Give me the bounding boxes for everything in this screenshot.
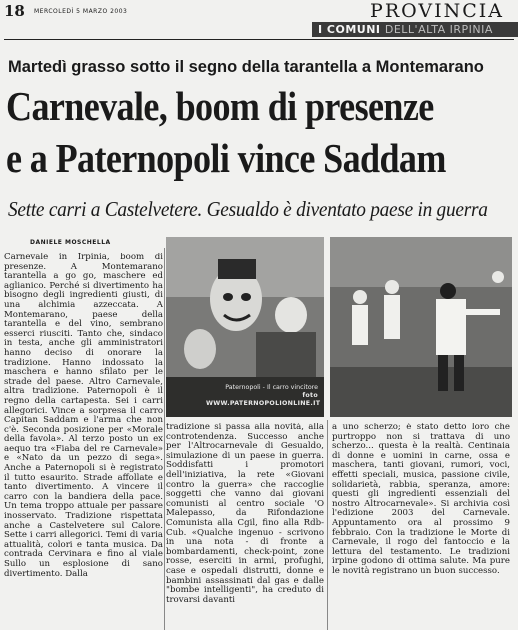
subhead: Sette carri a Castelvetere. Gesualdo è diventato paese in guerra [8, 197, 488, 221]
photo-credit: foto WWW.PATERNOPOLIONLINE.IT [206, 392, 321, 407]
column-rule [164, 248, 165, 630]
section-title: PROVINCIA [370, 0, 504, 22]
photo-masked-dancers [330, 237, 512, 417]
photo-caption-text: Paternopoli - Il carro vincitore [225, 384, 318, 391]
subsection-bar [312, 22, 518, 37]
headline-line-1: Carnevale, boom di presenze [6, 83, 434, 129]
subsection-label-region: DELL'ALTA IRPINIA [384, 23, 493, 36]
page-number: 18 [4, 2, 25, 20]
article-column-1: Carnevale in Irpinia, boom di presenze. A Montemarano tarantella a go go, maschere ed aglianico. Perché si divertimento ha bisogno degli ingredienti giusti, di una alchimia azzeccata. A Montemarano, paese della tarantella e del vino, sembrano esserci riusciti. Tanto che, sindaco in testa, anche gli amministratori hanno deciso di onorare la tradizione. Hanno indossato la maschera e hanno sfilato per le strade del paese. Altro Carnevale, altra tradizione. Paternopoli è il regno della cartapesta. Sei i carri allegorici. Vince a sorpresa il carro Capitan Saddam e l'arma che non c'è. Seconda posizione per «Morale della favola». Al terzo posto un ex aequo tra «Fiaba del re Carnevale» e «Nato da un pezzo di sega». Anche a Paternopoli si è registrato il tutto esaurito. Strade affollate e tanto divertimento. A vincere il carro con la bandiera della pace. Un tema troppo attuale per passare inosservato. Tradizione rispettata anche a Castelvetere sul Calore. Sette i carri allegorici. Temi di varia attualità, colori e tanta musica. Da contrada Cervinara e fino al viale Sullo un esplosione di sano divertimento. Dalla [4, 253, 163, 579]
article-column-3: a uno scherzo; è stato detto loro che purtroppo non si trattava di uno scherzo... questa è la realtà. Centinaia di donne e uomini in carne, ossa e maschera, tanti giovani, rumori, voci, effetti speciali, musica, passione civile, solidarietà, rabbia, speranza, amore: questi gli ingredienti essenziali del nostro Altrocarnevale». Si archivia così l'edizione 2003 del Carnevale. Appuntamento ora al prossimo 9 febbraio. Con la tradizione le Morte di Carnevale, il rogo del fantoccio e la lettura del testamento. Le tradizioni irpine godono di ottima salute. Ma pure le novità registrano un buon successo. [332, 423, 510, 576]
dancers-illustration [330, 237, 512, 417]
header-rule [4, 39, 514, 40]
article-column-2: tradizione si passa alla novità, alla controtendenza. Successo anche per l'Altrocarnevale di Gesualdo, simulazione di un paese in guerra. Soddisfatti i promotori dell'iniziativa, la rete «Giovani contro la guerra» che raccoglie soggetti che vanno dai giovani comunisti al centro sociale 'O Malepasso, da Rifondazione Comunista alla Cgil, fino alla Rdb-Cub. «Qualche ingenuo - scrivono in una nota - di fronte a bombardamenti, check-point, zone rosse, eserciti in armi, profughi, case e ospedali distrutti, donne e bambini assassinati dal gas e dalle "bombe intelligenti", ha creduto di trovarsi davanti [166, 423, 324, 605]
date-line: MERCOLEDÌ 5 MARZO 2003 [34, 8, 128, 15]
kicker: Martedì grasso sotto il segno della tarantella a Montemarano [8, 58, 484, 76]
column-rule [327, 420, 328, 630]
photo-caption [206, 384, 321, 408]
subsection-label: I COMUNI [318, 23, 381, 36]
byline: DANIELE MOSCHELLA [30, 239, 111, 246]
headline-line-2: e a Paternopoli vince Saddam [6, 135, 446, 181]
